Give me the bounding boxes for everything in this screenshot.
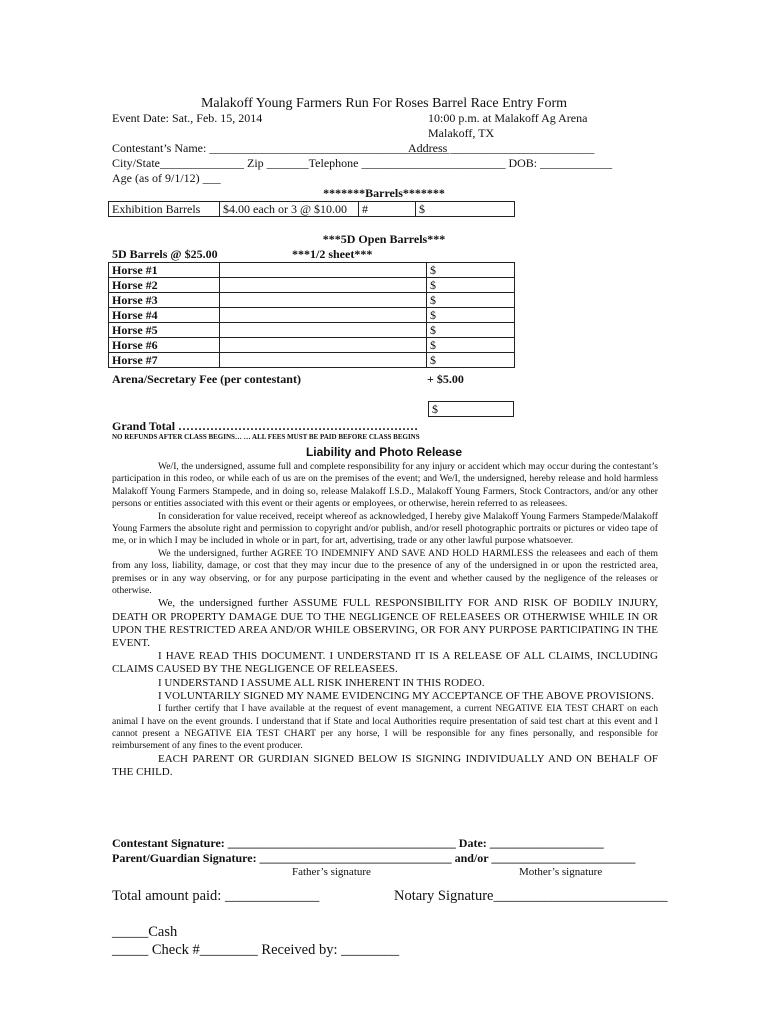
table-row (109, 278, 515, 293)
horse-name-cell[interactable] (220, 323, 427, 338)
no-refunds-notice: NO REFUNDS AFTER CLASS BEGINS… … ALL FEES MUST BE PAID BEFORE CLASS BEGINS (112, 433, 420, 441)
open-5d-heading: ***5D Open Barrels*** (322, 232, 446, 246)
cash-field[interactable]: _____Cash (112, 924, 178, 940)
horse-name-cell[interactable] (220, 263, 427, 278)
horse-name-cell[interactable] (220, 353, 427, 368)
horse-amount-cell[interactable]: $ (427, 338, 515, 353)
5d-barrels-label: 5D Barrels @ $25.00 (112, 247, 218, 261)
father-signature-label: Father’s signature (292, 866, 371, 878)
horse-name-cell[interactable] (220, 338, 427, 353)
form-title: Malakoff Young Farmers Run For Roses Barrel Race Entry Form (200, 96, 568, 111)
parent-signature-field[interactable]: Parent/Guardian Signature: ________________________________ and/or ________________________ (112, 851, 636, 865)
arena-fee-value: + $5.00 (427, 372, 464, 386)
table-row (109, 263, 515, 278)
table-row (109, 308, 515, 323)
release-paragraph: We, the undersigned further ASSUME FULL RESPONSIBILITY FOR AND RISK OF BODILY INJURY, DEATH OR PROPERTY DAMAGE DUE TO THE NEGLIGENCE OF RELEASEES OR OTHERWISE WHILE IN OR UPON THE RESTRICTED AREA AND/OR WHILE OBSERVING, OR FOR ANY PURPOSE PARTICIPATING IN THE EVENT. (112, 597, 658, 650)
event-city: Malakoff, TX (428, 126, 495, 140)
arena-fee-label: Arena/Secretary Fee (per contestant) (112, 372, 301, 386)
contestant-name-field[interactable]: Contestant’s Name: ________________________________________ (112, 141, 450, 155)
horse-amount-cell[interactable]: $ (427, 308, 515, 323)
exhibition-amount[interactable]: $ (416, 202, 515, 217)
horse-amount-cell[interactable]: $ (427, 353, 515, 368)
release-paragraph: I further certify that I have available at the request of event management, a current NEGATIVE EIA TEST CHART on each animal I have on the event grounds. I understand that if State and local Authorities require presentation of said test chart at this event and I cannot present a NEGATIVE EIA TEST CHART per any horse, I will be responsible for any fines personally, and responsible for reimbursement of any fines to the event producer. (112, 703, 658, 752)
horse-amount-cell[interactable]: $ (427, 263, 515, 278)
table-row (109, 338, 515, 353)
barrels-heading: *******Barrels******* (323, 186, 445, 200)
age-field[interactable]: Age (as of 9/1/12) ___ (112, 171, 221, 185)
release-text (112, 461, 658, 779)
horse-name-cell[interactable] (220, 278, 427, 293)
release-paragraph: In consideration for value received, receipt whereof as acknowledged, I hereby give Malakoff Young Farmers Stampede/Malakoff Young Farmers the absolute right and permission to copyright and/or publish, and/or resell photographic portraits or pictures or video tape of me, or in which I may be included in whole or in part, for art, advertising, trade or any other lawful purpose whatsoever. (112, 510, 658, 547)
horse-label: Horse #7 (109, 353, 220, 368)
event-date: Event Date: Sat., Feb. 15, 2014 (112, 111, 263, 125)
horse-label: Horse #3 (109, 293, 220, 308)
address-field[interactable]: Address ________________________ (408, 141, 595, 155)
table-row (429, 402, 514, 417)
release-paragraph: I VOLUNTARILY SIGNED MY NAME EVIDENCING MY ACCEPTANCE OF THE ABOVE PROVISIONS. (158, 689, 655, 702)
release-paragraph: I UNDERSTAND I ASSUME ALL RISK INHERENT IN THIS RODEO. (158, 676, 485, 689)
release-paragraph: We the undersigned, further AGREE TO INDEMNIFY AND SAVE AND HOLD HARMLESS the releasees and each of them from any loss, liability, damage, or cost that they may incur due to the presence of any of the undersigned in or upon the restricted area, premises or in any way observing, or for any purpose participating in the event and whether caused by the negligence of the releases or otherwise. (112, 547, 658, 597)
release-heading: Liability and Photo Release (305, 445, 463, 459)
horse-name-cell[interactable] (220, 293, 427, 308)
horse-label: Horse #1 (109, 263, 220, 278)
release-paragraph: EACH PARENT OR GURDIAN SIGNED BELOW IS SIGNING INDIVIDUALLY AND ON BEHALF OF THE CHILD. (112, 752, 658, 778)
horse-label: Horse #6 (109, 338, 220, 353)
notary-signature-field[interactable]: Notary Signature________________________ (394, 888, 668, 904)
city-state-zip-phone-dob-field[interactable]: City/State______________ Zip _______Telephone ________________________ DOB: ____________ (112, 156, 613, 170)
horse-name-cell[interactable] (220, 308, 427, 323)
exhibition-barrels-table (108, 201, 515, 217)
contestant-signature-field[interactable]: Contestant Signature: ______________________________________ Date: ___________________ (112, 836, 604, 850)
horse-amount-cell[interactable]: $ (427, 323, 515, 338)
horse-label: Horse #4 (109, 308, 220, 323)
check-received-field[interactable]: _____ Check #________ Received by: ________ (112, 942, 400, 958)
horse-entries-table (108, 262, 515, 368)
release-paragraph: I HAVE READ THIS DOCUMENT. I UNDERSTAND IT IS A RELEASE OF ALL CLAIMS, INCLUDING CLAIMS CAUSED BY THE NEGLIGENCE OF RELEASEES. (112, 650, 658, 676)
grand-total-box (428, 401, 514, 417)
total-amount-paid-field[interactable]: Total amount paid: _____________ (112, 888, 320, 904)
release-paragraph: We/I, the undersigned, assume full and complete responsibility for any injury or accident which may occur during the contestant’s participation in this rodeo, or while each of us are on the premises of the event; and We/I, the undersigned, hereby release and hold harmless Malakoff Young Farmers Stampede, and in doing so, release Malakoff I.S.D., Malakoff Young Farmers, Stock Contractors, and/or any other persons or entities associated with this event or their agents or employees, or otherwise, herein referred to as releasees. (112, 461, 658, 510)
table-row (109, 202, 515, 217)
horse-amount-cell[interactable]: $ (427, 278, 515, 293)
mother-signature-label: Mother’s signature (519, 866, 603, 878)
table-row (109, 293, 515, 308)
table-row (109, 353, 515, 368)
exhibition-count[interactable]: # (359, 202, 416, 217)
exhibition-label: Exhibition Barrels (109, 202, 220, 217)
horse-amount-cell[interactable]: $ (427, 293, 515, 308)
horse-label: Horse #2 (109, 278, 220, 293)
table-row (109, 323, 515, 338)
exhibition-price: $4.00 each or 3 @ $10.00 (220, 202, 359, 217)
half-sheet-label: ***1/2 sheet*** (292, 247, 373, 261)
grand-total-amount[interactable]: $ (429, 402, 514, 417)
grand-total-label: Grand Total …………………………………………………… (112, 419, 419, 433)
event-time-place: 10:00 p.m. at Malakoff Ag Arena (428, 111, 588, 125)
horse-label: Horse #5 (109, 323, 220, 338)
